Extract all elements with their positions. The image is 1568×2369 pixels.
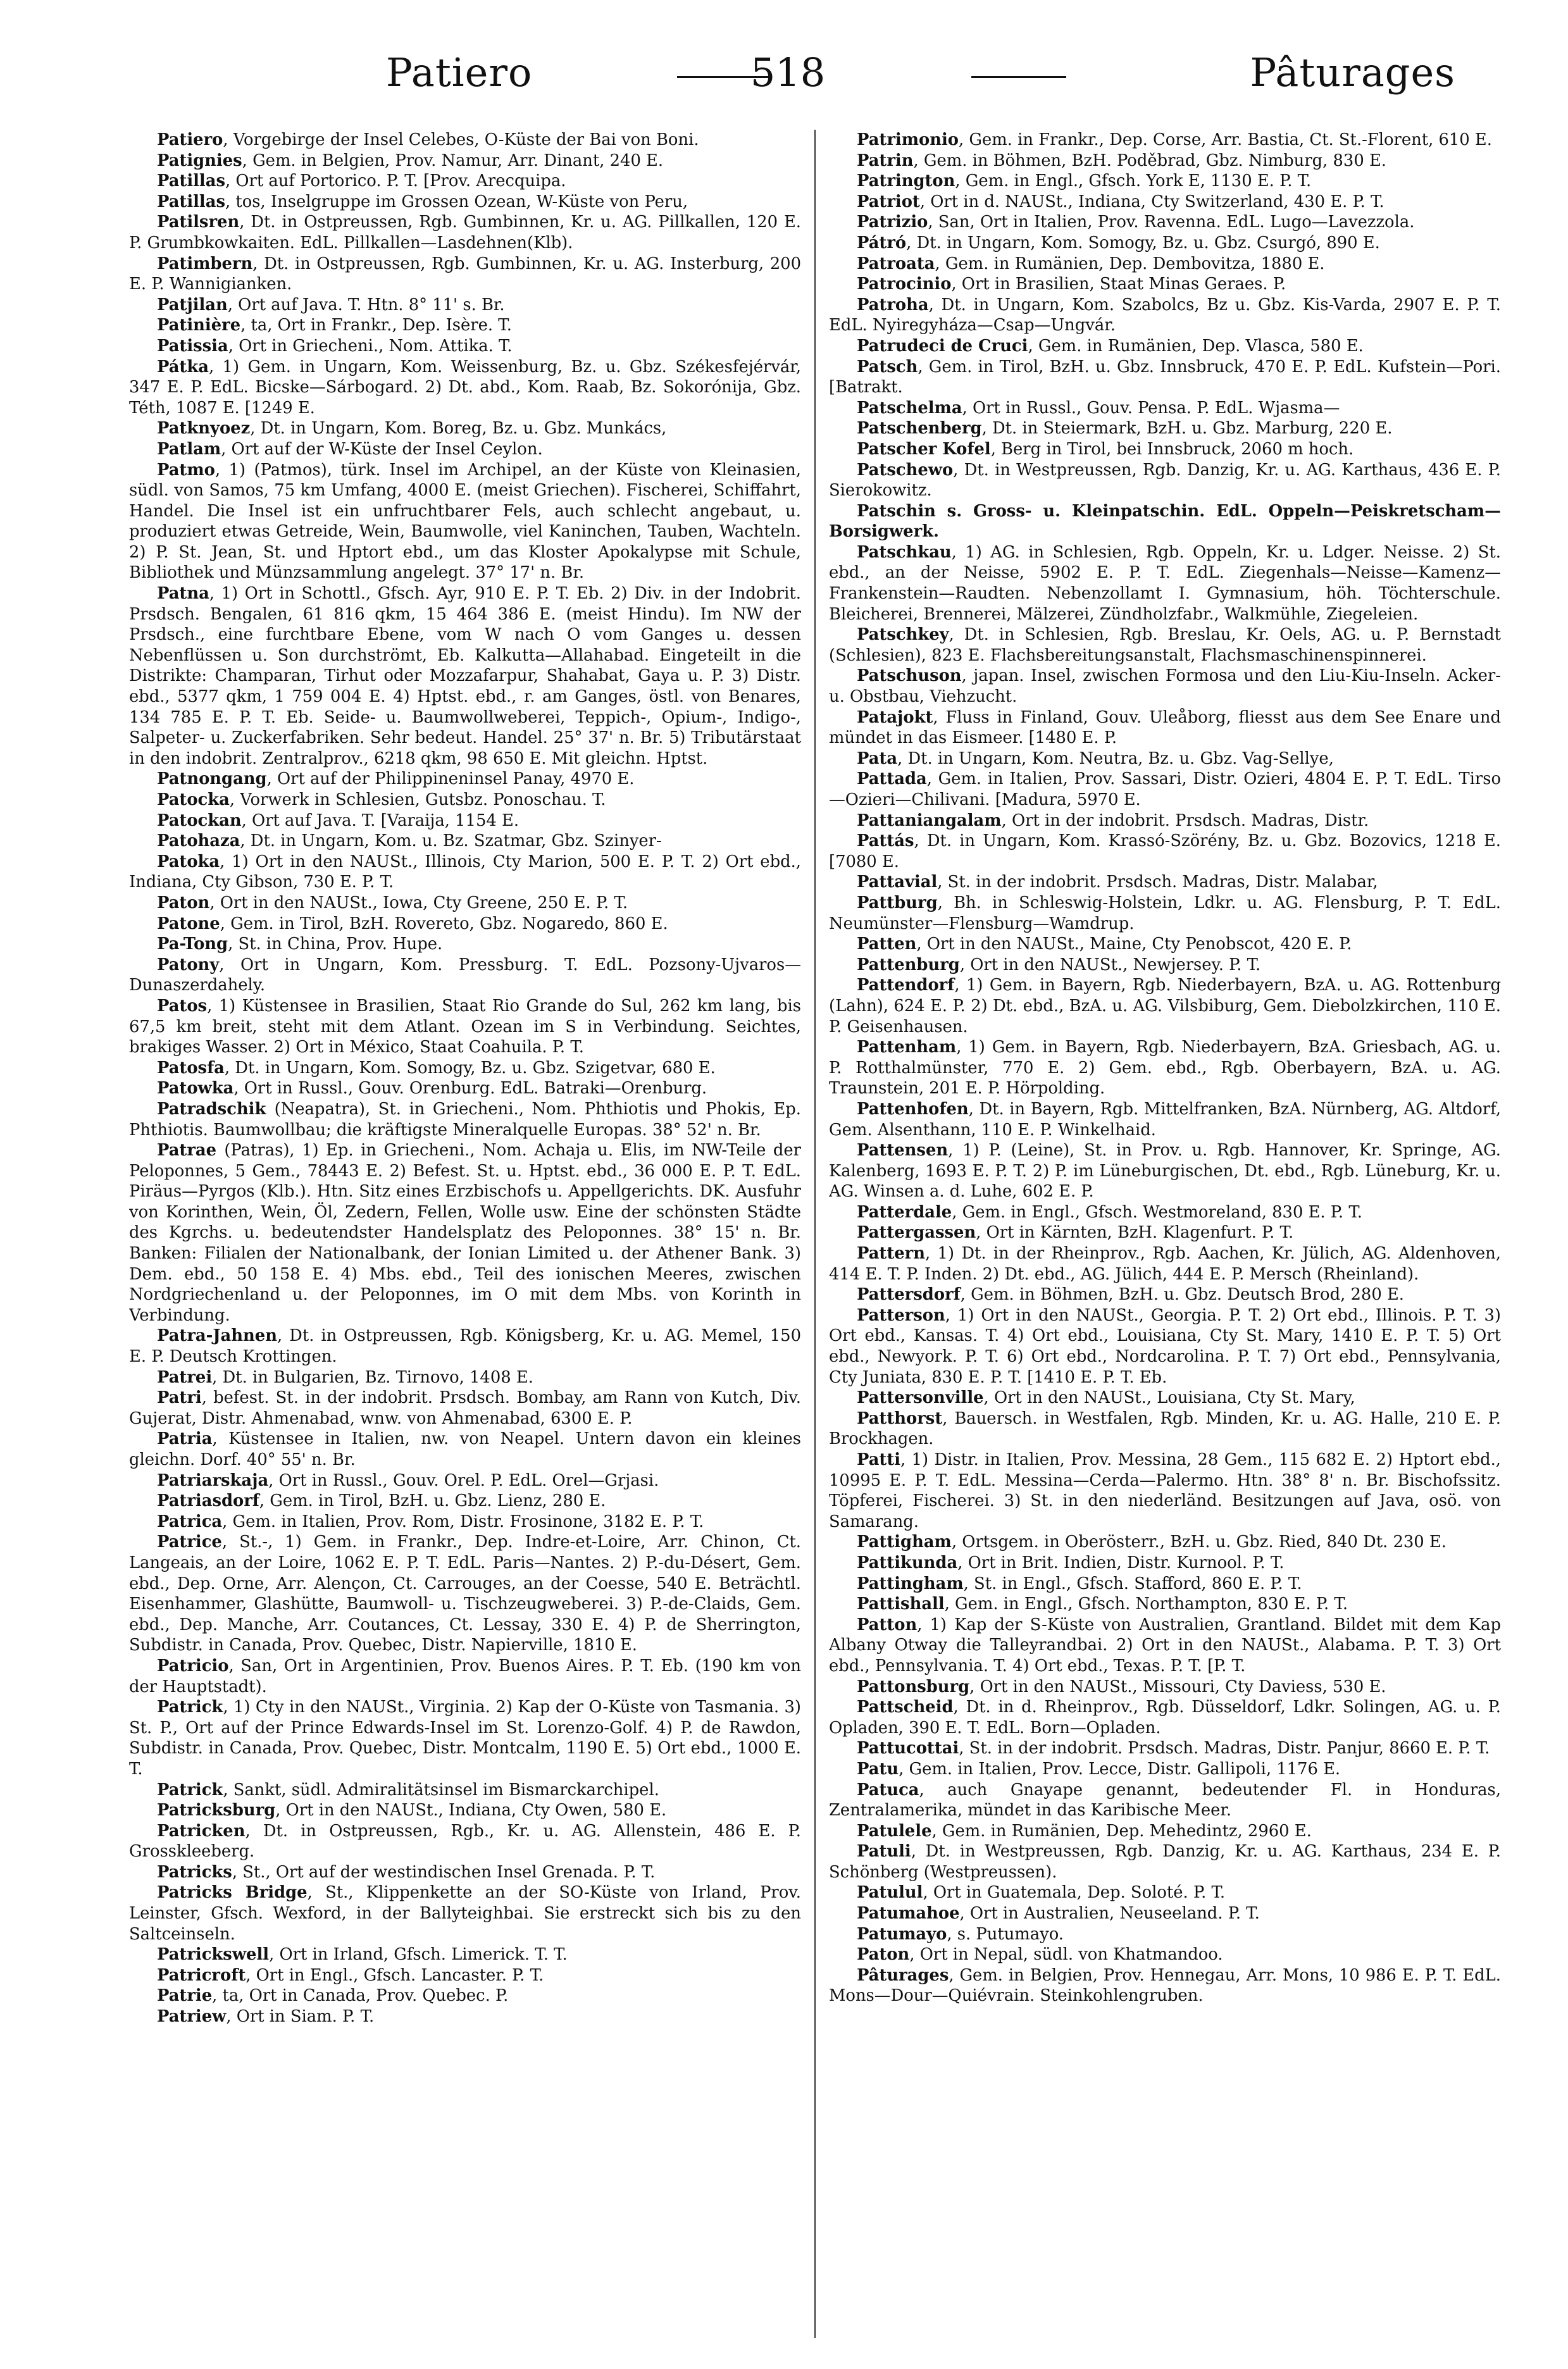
entry: Patricio, San, Ort in Argentinien, Prov. Buenos Aires. P. T. Eb. (190 km von der Hauptstadt). (129, 1656, 801, 1696)
entry: Patroata, Gem. in Rumänien, Dep. Dembovitza, 1880 E. (857, 254, 1325, 273)
entry: Pattenburg, Ort in den NAUSt., Newjersey. P. T. (857, 955, 1261, 974)
entry: Pattigham, Ortsgem. in Oberösterr., BzH. u. Gbz. Ried, 840 Dt. 230 E. (857, 1533, 1447, 1552)
entry: Patrizio, San, Ort in Italien, Prov. Ravenna. EdL. Lugo—Lavezzola. (857, 213, 1415, 232)
headword: Patrington (857, 171, 955, 191)
entry: Patriot, Ort in d. NAUSt., Indiana, Cty Switzerland, 430 E. P. T. (857, 192, 1384, 211)
entry: Patocka, Vorwerk in Schlesien, Gutsbz. Ponoschau. T. (157, 790, 606, 809)
entry: Patti, 1) Distr. in Italien, Prov. Messina, 28 Gem., 115 682 E. 2) Hptort ebd., 10995 E. P. T. EdL. Messina—Cerda—Palermo. Htn. 38° 8' n. Br. Bischofssitz. Töpferei, Fischerei. 3) St. in den niederländ. Besitzungen auf Java, osö. von Samarang. (829, 1450, 1501, 1531)
headword: Patterdale (857, 1202, 952, 1222)
entry: Patschuson, japan. Insel, zwischen Formosa und den Liu-Kiu-Inseln. Acker- u. Obstbau, Viehzucht. (829, 666, 1501, 707)
entry: Pattburg, Bh. in Schleswig-Holstein, Ldkr. u. AG. Flensburg, P. T. EdL. Neumünster—Flensburg—Wamdrup. (829, 893, 1501, 933)
headword: Patschenberg (857, 419, 982, 438)
headword: Patrica (157, 1512, 223, 1531)
entry: Pattergassen, Ort in Kärnten, BzH. Klagenfurt. P. T. (857, 1223, 1294, 1243)
entry: Patterdale, Gem. in Engl., Gfsch. Westmoreland, 830 E. P. T. (857, 1202, 1362, 1222)
entry: Patosfa, Dt. in Ungarn, Kom. Somogy, Bz. u. Gbz. Szigetvar, 680 E. (157, 1058, 716, 1078)
entry: Patrica, Gem. in Italien, Prov. Rom, Distr. Frosinone, 3182 E. P. T. (157, 1512, 704, 1531)
headword: Pattada (857, 769, 927, 789)
headword: Pattás (857, 831, 914, 851)
entry: Pattavial, St. in der indobrit. Prsdsch. Madras, Distr. Malabar, (857, 873, 1378, 892)
headword: Paton (857, 1945, 910, 1965)
entry: Patroha, Dt. in Ungarn, Kom. Szabolcs, Bz u. Gbz. Kis-Varda, 2907 E. P. T. EdL. Nyiregyháza—Csap—Ungvár. (829, 295, 1501, 335)
headword: Pattensen (857, 1141, 949, 1160)
header-dash-right (971, 76, 1066, 78)
entry: Patos, 1) Küstensee in Brasilien, Staat Rio Grande do Sul, 262 km lang, bis 67,5 km breit, steht mit dem Atlant. Ozean im S in Verbindung. Seichtes, brakiges Wasser. 2) Ort in México, Staat Coahuila. P. T. (129, 996, 801, 1057)
entry: Patuli, Dt. in Westpreussen, Rgb. Danzig, Kr. u. AG. Karthaus, 234 E. P. Schönberg (Westpreussen). (829, 1842, 1501, 1882)
entry: Patmo, 1) (Patmos), türk. Insel im Archipel, an der Küste von Kleinasien, südl. von Samos, 75 km Umfang, 4000 E. (meist Griechen). Fischerei, Schiffahrt, Handel. Die Insel ist ein unfruchtbarer Fels, auch schlecht angebaut, u. produziert etwas Getreide, Wein, Baumwolle, viel Kaninchen, Tauben, Wachteln. 2) P. St. Jean, St. und Hptort ebd., um das Kloster Apokalypse mit Schule, Bibliothek und Münzsammlung angelegt. 37° 17' n. Br. (129, 460, 801, 583)
headword: Patsch (857, 357, 918, 376)
entry: Patria, Küstensee in Italien, nw. von Neapel. Untern davon ein kleines gleichn. Dorf. 40° 55' n. Br. (129, 1429, 801, 1469)
column-divider (814, 130, 816, 2338)
entry: Patriarskaja, Ort in Russl., Gouv. Orel. P. EdL. Orel—Grjasi. (157, 1471, 659, 1490)
headword: Patschelma (857, 398, 962, 418)
headword: Pattenham (857, 1038, 957, 1057)
headword: Patricks (157, 1862, 232, 1882)
entry: Patri, befest. St. in der indobrit. Prsdsch. Bombay, am Rann von Kutch, Div. Gujerat, Distr. Ahmenabad, wnw. von Ahmenabad, 6300 E. P. (129, 1388, 801, 1428)
headword: Patiero (157, 130, 223, 149)
headword: Patignies (157, 151, 242, 170)
entry: Patjilan, Ort auf Java. T. Htn. 8° 11' s. Br. (157, 295, 505, 314)
entry: Patricks Bridge, St., Klippenkette an der SO-Küste von Irland, Prov. Leinster, Gfsch. Wexford, in der Ballyteighbai. Sie erstreckt sich bis zu den Saltceinseln. (129, 1883, 801, 1944)
entry: Patriew, Ort in Siam. P. T. (157, 2007, 375, 2027)
entry: Patsch, Gem. in Tirol, BzH. u. Gbz. Innsbruck, 470 E. P. EdL. Kufstein—Pori. [Batrakt. (829, 357, 1501, 397)
headword: Pattonsburg (857, 1677, 970, 1696)
headword: Paton (157, 893, 210, 912)
headword: Pattenhofen (857, 1099, 969, 1119)
entry: Patrei, Dt. in Bulgarien, Bz. Tirnovo, 1408 E. (157, 1367, 533, 1387)
entry: Patschewo, Dt. in Westpreussen, Rgb. Danzig, Kr. u. AG. Karthaus, 436 E. P. Sierokowitz. (829, 460, 1501, 501)
headword: Patimbern (157, 254, 253, 273)
headword: Patnongang (157, 769, 267, 789)
headword: Patricroft (157, 1965, 246, 1985)
entry: Pattenham, 1) Gem. in Bayern, Rgb. Niederbayern, BzA. Griesbach, AG. u. P. Rotthalmünster, 770 E. 2) Gem. ebd., Rgb. Oberbayern, BzA. u. AG. Traunstein, 201 E. P. Hörpolding. (829, 1038, 1501, 1098)
headword: Pátka (157, 357, 209, 376)
left-column (129, 130, 801, 2344)
entry: Patilsren, Dt. in Ostpreussen, Rgb. Gumbinnen, Kr. u. AG. Pillkallen, 120 E. P. Grumbkowkaiten. EdL. Pillkallen—Lasdehnen(Klb). (129, 213, 801, 252)
page-header (120, 43, 1455, 119)
entry: Pattendorf, 1) Gem. in Bayern, Rgb. Niederbayern, BzA. u. AG. Rottenburg (Lahn), 624 E. P. 2) Dt. ebd., BzA. u. AG. Vilsbiburg, Gem. Diebolzkirchen, 110 E. P. Geisenhausen. (829, 976, 1501, 1036)
headword: Pattersonville (857, 1388, 984, 1408)
headword: Pattavial (857, 873, 938, 892)
entry: Patimbern, Dt. in Ostpreussen, Rgb. Gumbinnen, Kr. u. AG. Insterburg, 200 E. P. Wannigianken. (129, 254, 801, 294)
entry: Patthorst, Bauersch. in Westfalen, Rgb. Minden, Kr. u. AG. Halle, 210 E. P. Brockhagen. (829, 1408, 1501, 1449)
entry: Pattishall, Gem. in Engl., Gfsch. Northampton, 830 E. P. T. (857, 1595, 1348, 1614)
headword: Patjilan (157, 295, 228, 314)
headword: Patrocinio (857, 275, 952, 294)
entry: Patscher Kofel, Berg in Tirol, bei Innsbruck, 2060 m hoch. (857, 439, 1354, 459)
entry: Pattenhofen, Dt. in Bayern, Rgb. Mittelfranken, BzA. Nürnberg, AG. Altdorf, Gem. Alsenthann, 110 E. P. Winkelhaid. (829, 1099, 1501, 1140)
headword: Patosfa (157, 1058, 225, 1078)
headword: Pâturages (857, 1965, 949, 1985)
entry: Patrocinio, Ort in Brasilien, Staat Minas Geraes. P. (857, 275, 1286, 294)
headword: Patmo (157, 460, 215, 480)
entry: Pattaniangalam, Ort in der indobrit. Prsdsch. Madras, Distr. (857, 811, 1369, 830)
entry: Patrin, Gem. in Böhmen, BzH. Poděbrad, Gbz. Nimburg, 830 E. (857, 151, 1386, 170)
headword: Pattingham (857, 1574, 964, 1593)
headword: Patumahoe (857, 1904, 960, 1924)
entry: Paton, Ort in den NAUSt., Iowa, Cty Greene, 250 E. P. T. (157, 893, 628, 912)
entry: Pattada, Gem. in Italien, Prov. Sassari, Distr. Ozieri, 4804 E. P. T. EdL. Tirso—Ozieri—Chilivani. [Madura, 5970 E. (829, 769, 1501, 809)
entry: Patuca, auch Gnayape genannt, bedeutender Fl. in Honduras, Zentralamerika, mündet in das Karibische Meer. (829, 1780, 1501, 1820)
entry: Patiero, Vorgebirge der Insel Celebes, O-Küste der Bai von Boni. (157, 130, 699, 149)
headword: Patroata (857, 254, 935, 273)
headword: Patulele (857, 1821, 932, 1841)
entry: Patricken, Dt. in Ostpreussen, Rgb., Kr. u. AG. Allenstein, 486 E. P. Grossklееberg. (129, 1821, 801, 1862)
right-column (829, 130, 1501, 2344)
entry: Patu, Gem. in Italien, Prov. Lecce, Distr. Gallipoli, 1176 E. (857, 1759, 1341, 1779)
headword: Pátró (857, 233, 907, 252)
headword: Patowka (157, 1079, 234, 1098)
headword: Pattaniangalam (857, 811, 1002, 830)
headword: Patna (157, 584, 209, 604)
headword: Patti (857, 1450, 901, 1469)
entry: Patoka, 1) Ort in den NAUSt., Illinois, Cty Marion, 500 E. P. T. 2) Ort ebd., Indiana, Cty Gibson, 730 E. P. T. (129, 852, 801, 892)
headword: Patillas (157, 192, 225, 211)
entry: Patrick, 1) Cty in den NAUSt., Virginia. 2) Kap der O-Küste von Tasmania. 3) St. P., Ort auf der Prince Edwards-Insel im St. Lorenzo-Golf. 4) P. de Rawdon, Subdistr. in Canada, Prov. Quebec, Distr. Montcalm, 1190 E. 5) Ort ebd., 1000 E. T. (129, 1698, 801, 1779)
headword: Pattburg (857, 893, 938, 912)
entry: Patissia, Ort in Griecheni., Nom. Attika. T. (157, 336, 513, 356)
headword: Patoka (157, 852, 220, 871)
headword: Patriasdorf (157, 1491, 259, 1511)
headword: Pattern (857, 1244, 926, 1264)
headword: Patrimonio (857, 130, 959, 149)
entry: Pattersdorf, Gem. in Böhmen, BzH. u. Gbz. Deutsch Brod, 280 E. (857, 1285, 1404, 1305)
headword: Pattucottai (857, 1739, 959, 1758)
entry: Patricks, St., Ort auf der westindischen Insel Grenada. P. T. (157, 1862, 656, 1882)
headword: Patu (857, 1759, 899, 1779)
entry: Patohaza, Dt. in Ungarn, Kom. u. Bz. Szatmar, Gbz. Szinyer- (157, 831, 662, 851)
headword: Pa-Tong (157, 935, 228, 954)
entry: Patowka, Ort in Russl., Gouv. Orenburg. EdL. Batraki—Orenburg. (157, 1079, 707, 1098)
entry: Patillas, tos, Inselgruppe im Grossen Ozean, W-Küste von Peru, (157, 192, 688, 211)
entry: Pa-Tong, St. in China, Prov. Hupe. (157, 935, 443, 954)
entry: Patra-Jahnen, Dt. in Ostpreussen, Rgb. Königsberg, Kr. u. AG. Memel, 150 E. P. Deutsch Krottingen. (129, 1326, 801, 1367)
entry: Patschenberg, Dt. in Steiermark, BzH. u. Gbz. Marburg, 220 E. (857, 419, 1393, 438)
headword: Patone (157, 914, 220, 933)
headword: Pattishall (857, 1595, 945, 1614)
headword: Patrizio (857, 213, 928, 232)
headword: Patrickswell (157, 1945, 270, 1965)
headword: Patos (157, 996, 208, 1016)
headword: Patulul (857, 1883, 923, 1903)
entry: Patrick, Sankt, südl. Admiralitätsinsel im Bismarckarchipel. (157, 1780, 659, 1800)
entry: Patschkey, Dt. in Schlesien, Rgb. Breslau, Kr. Oels, AG. u. P. Bernstadt (Schlesien), 823 E. Flachsbereitungsanstalt, Flachsmaschinenspinnerei. (829, 625, 1501, 665)
entry: Pátka, 1) Gem. in Ungarn, Kom. Weissenburg, Bz. u. Gbz. Székesfejérvár, 347 E. P. EdL. Bicske—Sárbogard. 2) Dt. abd., Kom. Raab, Bz. Sokorónija, Gbz. Téth, 1087 E. [1249 E. (129, 357, 801, 418)
headword: Patrin (857, 151, 914, 170)
entry: Patschelma, Ort in Russl., Gouv. Pensa. P. EdL. Wjasma— (857, 398, 1340, 418)
headword: Patriew (157, 2007, 227, 2027)
headword: Patumayo (857, 1924, 947, 1944)
headword: Pattikunda (857, 1553, 958, 1572)
headword: Pattenburg (857, 955, 960, 974)
entry: Patton, 1) Kap der S-Küste von Australien, Grantland. Bildet mit dem Kap Albany Otway die Talleyrandbai. 2) Ort in den NAUSt., Alabama. P. T. 3) Ort ebd., Pennsylvania. T. 4) Ort ebd., Texas. P. T. [P. T. (829, 1615, 1501, 1676)
entry: Patrimonio, Gem. in Frankr., Dep. Corse, Arr. Bastia, Ct. St.-Florent, 610 E. (857, 130, 1492, 149)
header-last-entry: Pâturages (1250, 49, 1455, 96)
headword: Patrick (157, 1780, 223, 1800)
entry: Pattingham, St. in Engl., Gfsch. Stafford, 860 E. P. T. (857, 1574, 1302, 1593)
headword: Patrice (157, 1533, 222, 1552)
headword: Patricksburg (157, 1801, 276, 1820)
entry: Patrickswell, Ort in Irland, Gfsch. Limerick. T. T. (157, 1945, 568, 1965)
entry: Pattucottai, St. in der indobrit. Prsdsch. Madras, Distr. Panjur, 8660 E. P. T. (857, 1739, 1490, 1758)
entry: Patrae (Patras), 1) Ep. in Griecheni., Nom. Achaja u. Elis, im NW-Teile der Peloponnes, 5 Gem., 78443 E. 2) Befest. St. u. Hptst. ebd., 36 000 E. P. T. EdL. Piräus—Pyrgos (Klb.). Htn. Sitz eines Erzbischofs u. Appellgerichts. DK. Ausfuhr von Korinthen, Wein, Öl, Zedern, Fellen, Wolle usw. Eine der schönsten Städte des Kgrchs. u. bedeutendster Handelsplatz des Peloponnes. 38° 15' n. Br. Banken: Filialen der Nationalbank, der Ionian Limited u. der Athener Bank. 3) Dem. ebd., 50 158 E. 4) Mbs. ebd., Teil des ionischen Meeres, zwischen Nordgriechenland u. der Peloponnes, im O mit dem Mbs. von Korinth in Verbindung. (129, 1141, 801, 1325)
headword: Patria (157, 1429, 213, 1449)
headword: Patschewo (857, 460, 954, 480)
entry: Patone, Gem. in Tirol, BzH. Rovereto, Gbz. Nogaredo, 860 E. (157, 914, 668, 933)
headword: Patissia (157, 336, 228, 356)
entry: Patrice, St.-, 1) Gem. in Frankr., Dep. Indre-et-Loire, Arr. Chinon, Ct. Langeais, an der Loire, 1062 E. P. T. EdL. Paris—Nantes. 2) P.-du-Désert, Gem. ebd., Dep. Orne, Arr. Alençon, Ct. Carrouges, an der Coesse, 540 E. Beträchtl. Eisenhammer, Glashütte, Baumwoll- u. Tischzeugweberei. 3) P.-de-Claids, Gem. ebd., Dep. Manche, Arr. Coutances, Ct. Lessay, 330 E. 4) P. de Sherrington, Subdistr. in Canada, Prov. Quebec, Distr. Napierville, 1810 E. (129, 1533, 801, 1655)
entry: Patschkau, 1) AG. in Schlesien, Rgb. Oppeln, Kr. u. Ldger. Neisse. 2) St. ebd., an der Neisse, 5902 E. P. T. EdL. Ziegenhals—Neisse—Kamenz—Frankenstein—Raudten. Nebenzollamt I. Gymnasium, höh. Töchterschule. Bleicherei, Brennerei, Mälzerei, Zündholzfabr., Walkmühle, Ziegeleien. (829, 542, 1501, 624)
entry: Pata, Dt. in Ungarn, Kom. Neutra, Bz. u. Gbz. Vag-Sellye, (857, 749, 1334, 768)
headword: Patajokt (857, 707, 933, 727)
headword: Patrick (157, 1698, 223, 1717)
entry: Patricksburg, Ort in den NAUSt., Indiana, Cty Owen, 580 E. (157, 1801, 667, 1820)
headword: Patschin s. Gross- u. Kleinpatschin. EdL. Oppeln—Peiskretscham—Borsigwerk. (829, 501, 1501, 542)
headword: Patricio (157, 1656, 229, 1676)
headword: Pattergassen (857, 1223, 976, 1243)
entry: Patradschik (Neapatra), St. in Griecheni., Nom. Phthiotis und Phokis, Ep. Phthiotis. Baumwollbau; die kräftigste Mineralquelle Europas. 38° 52' n. Br. (129, 1099, 801, 1140)
headword: Pattscheid (857, 1698, 954, 1717)
entry: Pátró, Dt. in Ungarn, Kom. Somogy, Bz. u. Gbz. Csurgó, 890 E. (857, 233, 1380, 252)
headword: Patroha (857, 295, 929, 314)
entry: Patten, Ort in den NAUSt., Maine, Cty Penobscot, 420 E. P. (857, 935, 1352, 954)
entry: Patony, Ort in Ungarn, Kom. Pressburg. T. EdL. Pozsony-Ujvaros—Dunaszerdahely. (129, 955, 801, 995)
entry: Patumayo, s. Putumayo. (857, 1924, 1064, 1944)
headword: Patricks Bridge (157, 1883, 308, 1903)
entry: Patockan, Ort auf Java. T. [Varaija, 1154 E. (157, 811, 520, 830)
headword: Patthorst (857, 1408, 943, 1428)
headword: Pattigham (857, 1533, 952, 1552)
headword: Patschkey (857, 625, 949, 645)
page-number: 518 (750, 49, 826, 96)
headword: Patschkau (857, 542, 952, 562)
headword: Pattersdorf (857, 1285, 961, 1305)
entry: Paton, Ort in Nepal, südl. von Khatmandoo. (857, 1945, 1223, 1965)
headword: Patrei (157, 1367, 213, 1387)
entry: Patrie, ta, Ort in Canada, Prov. Quebec. P. (157, 1986, 509, 2006)
entry: Pattonsburg, Ort in den NAUSt., Missouri, Cty Daviess, 530 E. (857, 1677, 1386, 1696)
headword: Patrie (157, 1986, 213, 2006)
entry: Patillas, Ort auf Portorico. P. T. [Prov. Arecquipa. (157, 171, 566, 191)
headword: Patockan (157, 811, 242, 830)
entry: Patlam, Ort auf der W-Küste der Insel Ceylon. (157, 439, 543, 459)
entry: Patrington, Gem. in Engl., Gfsch. York E, 1130 E. P. T. (857, 171, 1312, 191)
headword: Patocka (157, 790, 230, 809)
headword: Patradschik (157, 1099, 275, 1119)
entry: Patignies, Gem. in Belgien, Prov. Namur, Arr. Dinant, 240 E. (157, 151, 664, 170)
headword: Patriarskaja (157, 1471, 269, 1490)
entry: Patknyoez, Dt. in Ungarn, Kom. Boreg, Bz. u. Gbz. Munkács, (157, 419, 667, 438)
entry: Patajokt, Fluss in Finland, Gouv. Uleåborg, fliesst aus dem See Enare und mündet in das Eismeer. [1480 E. P. (829, 707, 1501, 748)
headword: Pata (857, 749, 898, 768)
entry (829, 501, 1501, 542)
entry: Pattscheid, Dt. in d. Rheinprov., Rgb. Düsseldorf, Ldkr. Solingen, AG. u. P. Opladen, 390 E. T. EdL. Born—Opladen. (829, 1698, 1501, 1738)
entry: Patumahoe, Ort in Australien, Neuseeland. P. T. (857, 1904, 1260, 1924)
entry: Patna, 1) Ort in Schottl., Gfsch. Ayr, 910 E. P. T. Eb. 2) Div. in der Indobrit. Prsdsch. Bengalen, 61 816 qkm, 15 464 386 E. (meist Hindu). Im NW der Prsdsch., eine furchtbare Ebene, vom W nach O vom Ganges u. dessen Nebenflüssen u. Son durchströmt, Eb. Kalkutta—Allahabad. Eingeteilt in die Distrikte: Champaran, Tirhut oder Mozzafarpur, Shahabat, Gaya u. P. 3) Distr. ebd., 5377 qkm, 1 759 004 E. 4) Hptst. ebd., r. am Ganges, östl. von Benares, 134 785 E. P. T. Eb. Seide- u. Baumwollweberei, Teppich-, Opium-, Indigo-, Salpeter- u. Zuckerfabriken. Sehr bedeut. Handel. 25° 37' n. Br. 5) Tributärstaat in den indobrit. Zentralprov., 6218 qkm, 98 650 E. Mit gleichn. Hptst. (129, 584, 801, 768)
entry: Patricroft, Ort in Engl., Gfsch. Lancaster. P. T. (157, 1965, 544, 1985)
headword: Patrudeci de Cruci (857, 336, 1028, 356)
headword: Patri (157, 1388, 202, 1408)
entry: Pattikunda, Ort in Brit. Indien, Distr. Kurnool. P. T. (857, 1553, 1285, 1572)
headword: Patillas (157, 171, 225, 191)
headword: Patuca (857, 1780, 919, 1800)
headword: Patterson (857, 1305, 945, 1325)
entry: Patulul, Ort in Guatemala, Dep. Soloté. P. T. (857, 1883, 1226, 1903)
headword: Patschuson (857, 666, 962, 686)
headword: Patohaza (157, 831, 240, 851)
headword: Patlam (157, 439, 221, 459)
headword: Patscher Kofel (857, 439, 991, 459)
headword: Patra-Jahnen (157, 1326, 277, 1346)
entry: Pattás, Dt. in Ungarn, Kom. Krassó-Szörény, Bz. u. Gbz. Bozovics, 1218 E. [7080 E. (829, 831, 1501, 871)
entry: Pattern, 1) Dt. in der Rheinprov., Rgb. Aachen, Kr. Jülich, AG. Aldenhoven, 414 E. T. P. Inden. 2) Dt. ebd., AG. Jülich, 444 E. P. Mersch (Rheinland). (829, 1244, 1501, 1284)
entry: Pattensen, 1) P. (Leine), St. in Prov. u. Rgb. Hannover, Kr. Springe, AG. Kalenberg, 1693 E. P. T. 2) P. im Lüneburgischen, Dt. ebd., Rgb. Lüneburg, Kr. u. AG. Winsen a. d. Luhe, 602 E. P. (829, 1141, 1501, 1202)
headword: Patilsren (157, 213, 240, 232)
entry: Patnongang, Ort auf der Philippineninsel Panay, 4970 E. (157, 769, 635, 789)
entry: Pattersonville, Ort in den NAUSt., Louisiana, Cty St. Mary, (857, 1388, 1355, 1408)
entry: Patinière, ta, Ort in Frankr., Dep. Isère. T. (157, 316, 512, 335)
entry: Patulele, Gem. in Rumänien, Dep. Mehedintz, 2960 E. (857, 1821, 1312, 1841)
entry: Patterson, 1) Ort in den NAUSt., Georgia. P. T. 2) Ort ebd., Illinois. P. T. 3) Ort ebd., Kansas. T. 4) Ort ebd., Louisiana, Cty St. Mary, 1410 E. P. T. 5) Ort ebd., Newyork. P. T. 6) Ort ebd., Nordcarolina. P. T. 7) Ort ebd., Pennsylvania, Cty Juniata, 830 E. P. T. [1410 E. P. T. Eb. (829, 1305, 1501, 1387)
entry: Patriasdorf, Gem. in Tirol, BzH. u. Gbz. Lienz, 280 E. (157, 1491, 606, 1511)
headword: Patton (857, 1615, 918, 1634)
headword: Patony (157, 955, 220, 974)
headword: Patinière (157, 316, 241, 335)
headword: Patrae (157, 1141, 225, 1160)
headword: Patricken (157, 1821, 246, 1841)
entry: Pâturages, Gem. in Belgien, Prov. Hennegau, Arr. Mons, 10 986 E. P. T. EdL. Mons—Dour—Quiévrain. Steinkohlengruben. (829, 1965, 1501, 2006)
entry: Patrudeci de Cruci, Gem. in Rumänien, Dep. Vlasca, 580 E. (857, 336, 1364, 356)
headword: Patriot (857, 192, 920, 211)
headword: Patuli (857, 1842, 911, 1862)
headword: Patknyoez (157, 419, 251, 438)
headword: Pattendorf (857, 976, 955, 995)
headword: Patten (857, 935, 917, 954)
header-first-entry: Patiero (386, 49, 533, 96)
